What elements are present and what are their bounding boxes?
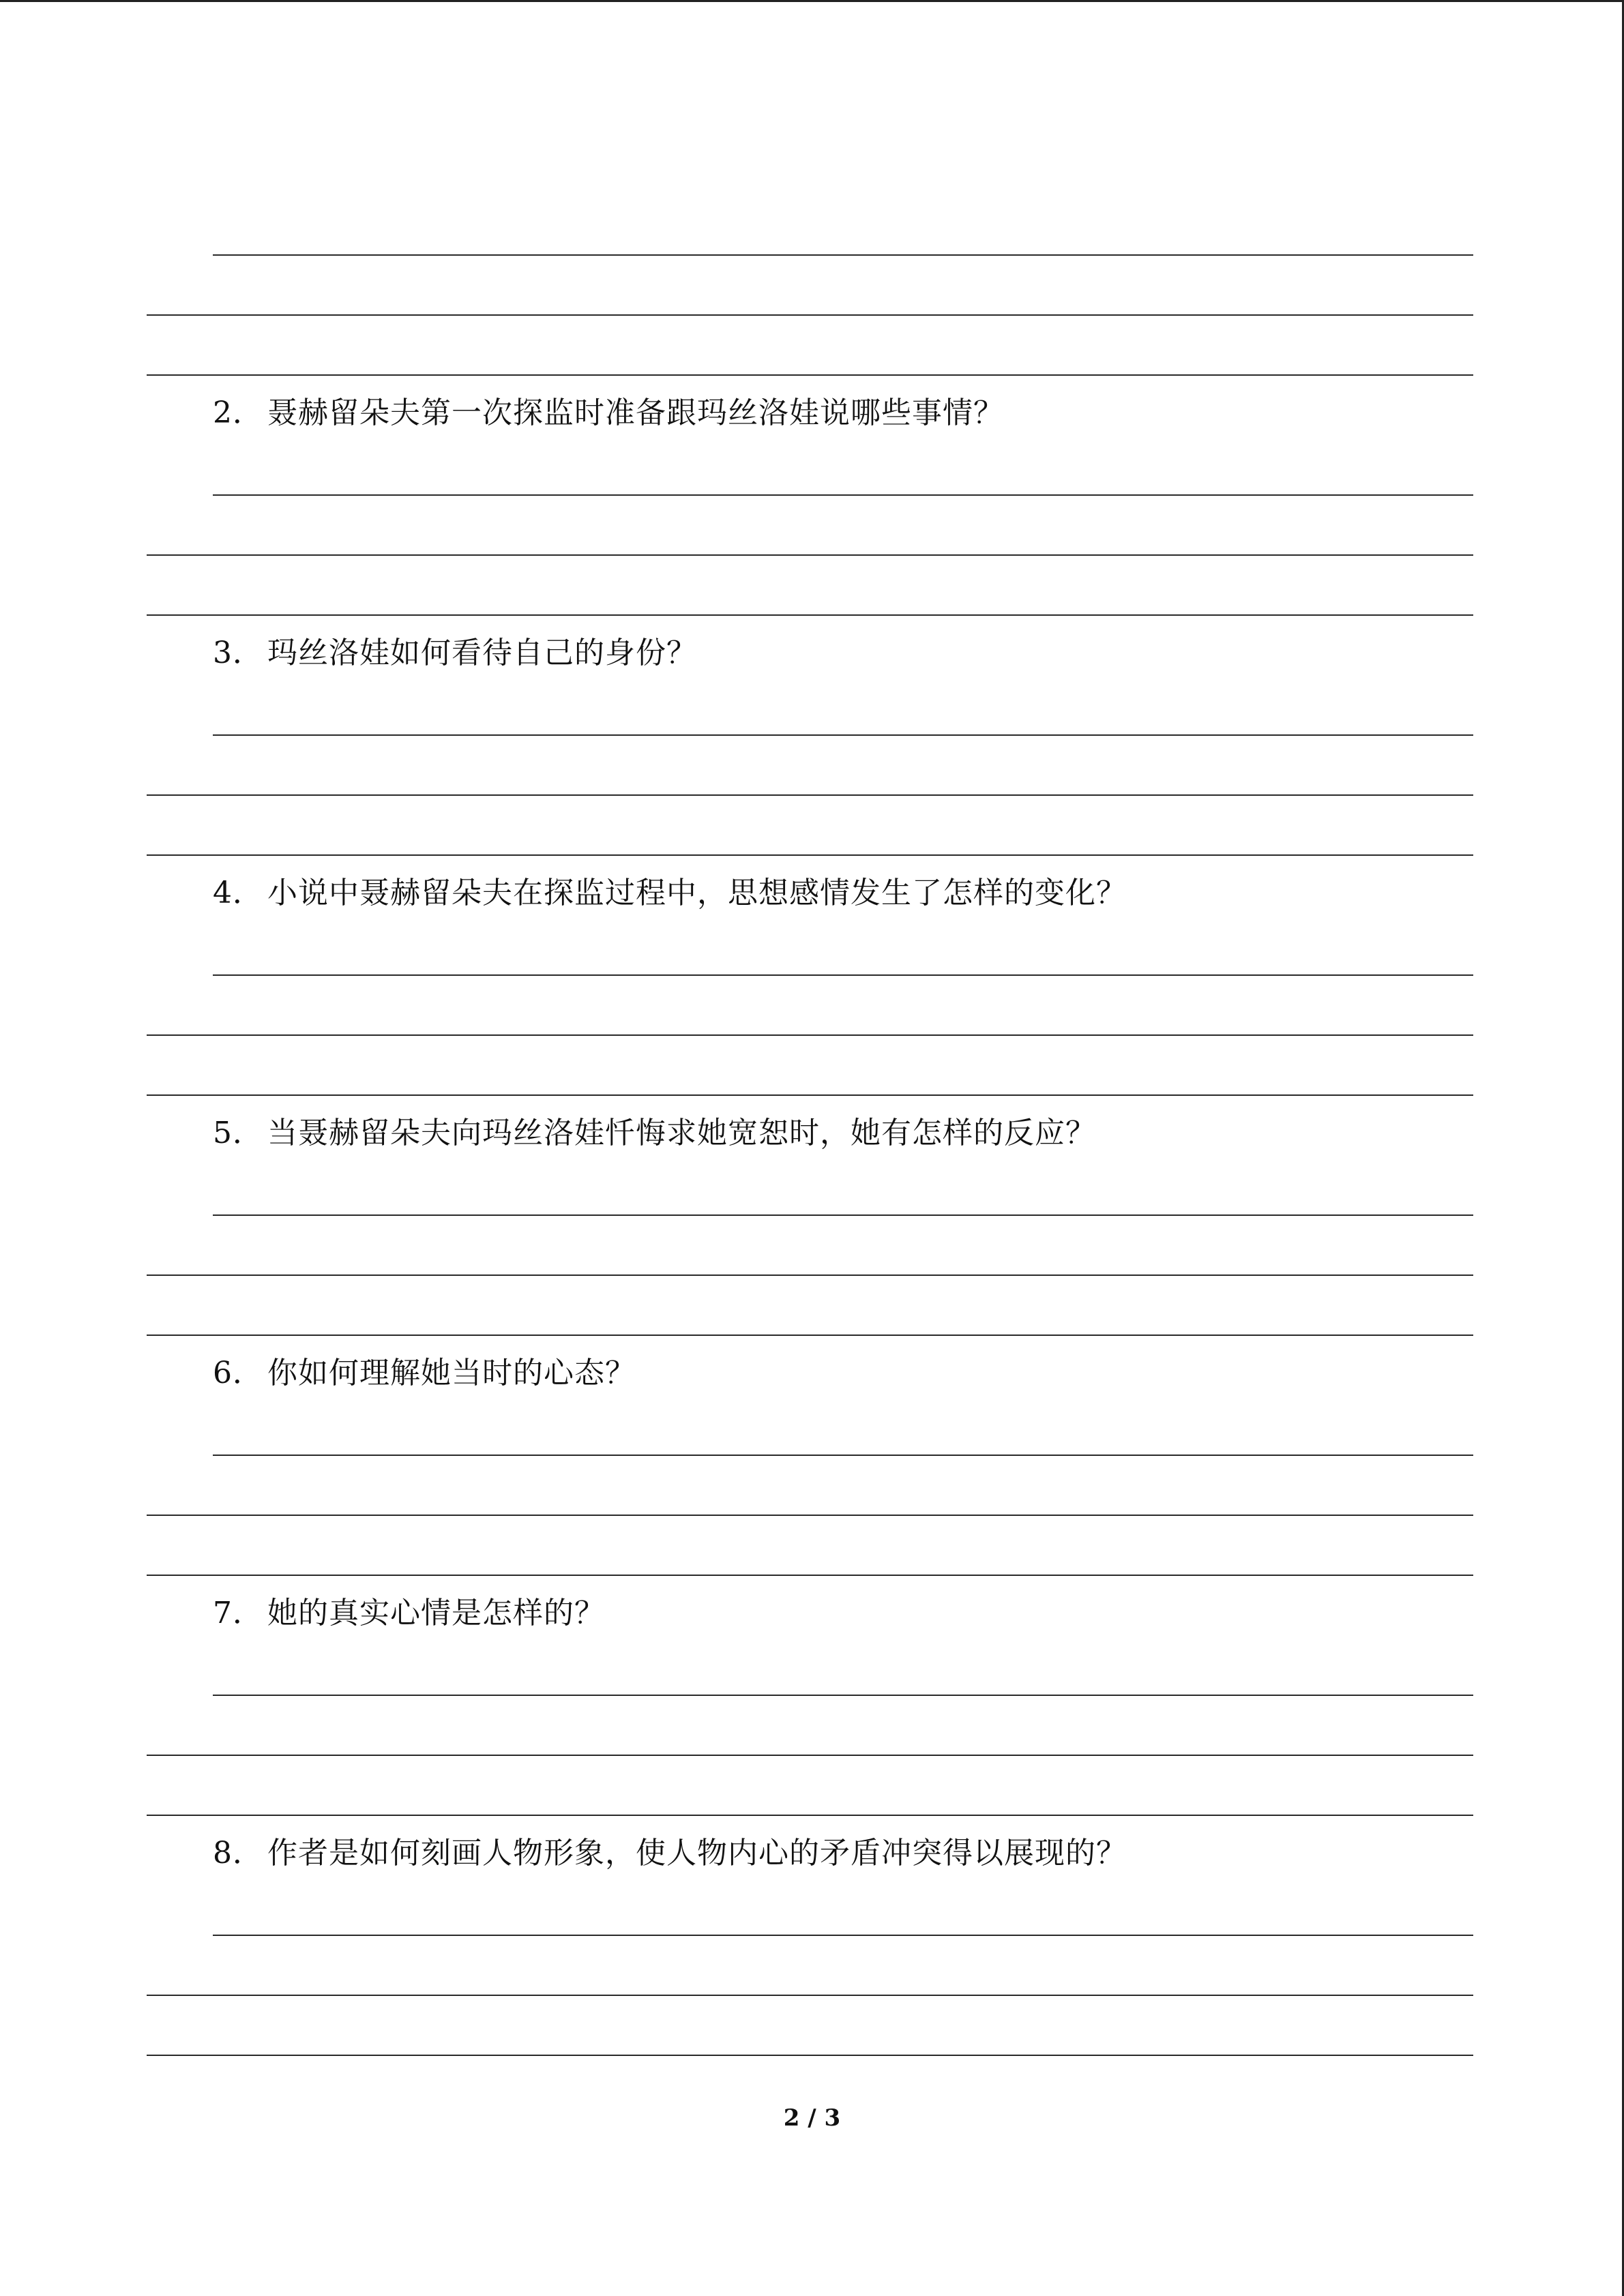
- answer-line-q2-1[interactable]: [213, 494, 1473, 496]
- answer-line-q8-3[interactable]: [147, 2055, 1473, 2056]
- question-number: 7．: [213, 1596, 263, 1630]
- question-text: 你如何理解她当时的心态？: [267, 1356, 636, 1390]
- answer-line-q7-1[interactable]: [213, 1695, 1473, 1696]
- answer-line-q1-2[interactable]: [147, 314, 1473, 316]
- question-text: 她的真实心情是怎样的？: [267, 1596, 605, 1630]
- answer-line-q4-1[interactable]: [213, 974, 1473, 976]
- answer-line-q7-2[interactable]: [147, 1755, 1473, 1756]
- answer-line-q3-2[interactable]: [147, 794, 1473, 796]
- answer-line-q3-3[interactable]: [147, 854, 1473, 856]
- answer-line-q2-3[interactable]: [147, 614, 1473, 616]
- answer-line-q1-3[interactable]: [147, 374, 1473, 376]
- answer-line-q8-1[interactable]: [213, 1935, 1473, 1936]
- answer-line-q4-3[interactable]: [147, 1094, 1473, 1096]
- answer-line-q5-2[interactable]: [147, 1274, 1473, 1276]
- page-number: 2 / 3: [783, 2104, 841, 2132]
- question-7: [213, 1594, 605, 1632]
- question-2: [213, 394, 1004, 432]
- answer-line-q5-3[interactable]: [147, 1335, 1473, 1336]
- question-text: 当聂赫留朵夫向玛丝洛娃忏悔求她宽恕时，她有怎样的反应？: [267, 1116, 1096, 1150]
- answer-line-q2-2[interactable]: [147, 554, 1473, 556]
- question-3: [213, 634, 697, 672]
- answer-line-q7-3[interactable]: [147, 1815, 1473, 1816]
- question-4: [213, 874, 1127, 912]
- question-text: 聂赫留朵夫第一次探监时准备跟玛丝洛娃说哪些事情？: [267, 396, 1004, 430]
- answer-line-q6-3[interactable]: [147, 1575, 1473, 1576]
- question-number: 6．: [213, 1356, 263, 1390]
- answer-line-q8-2[interactable]: [147, 1995, 1473, 1996]
- question-6: [213, 1354, 636, 1392]
- answer-line-q5-1[interactable]: [213, 1214, 1473, 1216]
- answer-line-q3-1[interactable]: [213, 734, 1473, 736]
- answer-line-q6-2[interactable]: [147, 1515, 1473, 1516]
- question-number: 2．: [213, 396, 263, 430]
- answer-line-q4-2[interactable]: [147, 1034, 1473, 1036]
- question-number: 4．: [213, 876, 263, 910]
- question-number: 3．: [213, 636, 263, 670]
- question-text: 玛丝洛娃如何看待自己的身份？: [267, 636, 697, 670]
- question-number: 8．: [213, 1836, 263, 1870]
- question-8: [213, 1834, 1127, 1873]
- question-5: [213, 1114, 1096, 1152]
- answer-line-q1-1[interactable]: [213, 254, 1473, 256]
- answer-line-q6-1[interactable]: [213, 1455, 1473, 1456]
- question-text: 小说中聂赫留朵夫在探监过程中，思想感情发生了怎样的变化？: [267, 876, 1127, 910]
- question-number: 5．: [213, 1116, 263, 1150]
- question-text: 作者是如何刻画人物形象，使人物内心的矛盾冲突得以展现的？: [267, 1836, 1127, 1870]
